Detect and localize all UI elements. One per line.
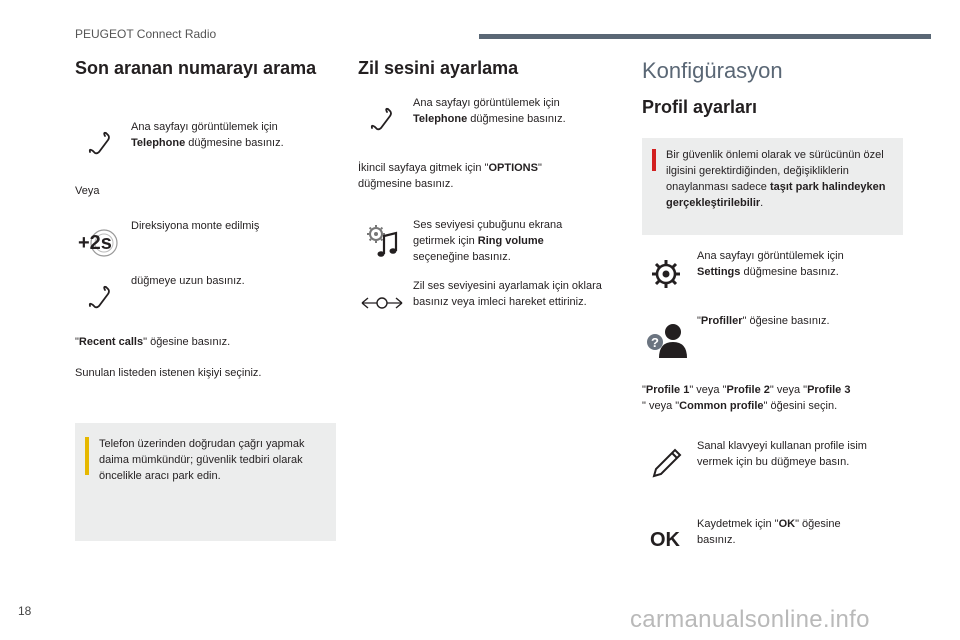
step-text: "Recent calls" öğesine basınız. — [75, 336, 231, 348]
step-text: Ana sayfayı görüntülemek için Settings düğmesine basınız. — [697, 250, 844, 278]
warning-accent-bar — [652, 149, 656, 171]
step-text: "Profile 1" veya "Profile 2" veya "Profile 3 " veya "Common profile" öğesini seçin. — [642, 384, 851, 412]
phone-icon — [86, 284, 114, 312]
step-text: Ses seviyesi çubuğunu ekrana getirmek için Ring volume seçeneğine basınız. — [413, 219, 563, 263]
section-heading-ringtone: Zil sesini ayarlama — [358, 58, 519, 78]
step-text: Kaydetmek için "OK" öğesine basınız. — [697, 518, 841, 546]
note-text: Telefon üzerinden doğrudan çağrı yapmak daima mümkündür; güvenlik tedbiri olarak öncelikle aracı park edin. — [99, 438, 305, 482]
step-text: İkincil sayfaya gitmek için "OPTIONS" düğmesine basınız. — [358, 162, 542, 190]
ok-icon: OK — [650, 529, 680, 551]
profile-icon — [646, 322, 688, 358]
step-text: Sunulan listeden istenen kişiyi seçiniz. — [75, 367, 262, 379]
step-text: Direksiyona monte edilmiş — [131, 220, 260, 232]
info-note — [75, 423, 336, 541]
section-heading-profile: Profil ayarları — [642, 97, 758, 117]
warning-note — [642, 138, 903, 235]
step-text: "Profiller" öğesine basınız. — [697, 315, 830, 327]
watermark: carmanualsonline.info — [630, 606, 870, 633]
phone-icon — [86, 130, 114, 158]
page-number: 18 — [18, 604, 32, 618]
section-heading-config: Konfigürasyon — [642, 58, 783, 83]
step-text: Ana sayfayı görüntülemek için Telephone düğmesine basınız. — [413, 97, 566, 125]
phone-icon — [368, 106, 396, 134]
step-text: Ana sayfayı görüntülemek için Telephone düğmesine basınız. — [131, 121, 284, 149]
svg-text:?: ? — [651, 335, 659, 350]
section-heading-recent: Son aranan numarayı arama — [75, 58, 317, 78]
pencil-icon — [650, 446, 684, 480]
steering-2s-icon: +2s — [76, 228, 120, 258]
slider-icon — [360, 292, 404, 314]
running-header: PEUGEOT Connect Radio — [75, 27, 217, 41]
step-text: Zil ses seviyesini ayarlamak için oklara basınız veya imleci hareket ettiriniz. — [413, 280, 602, 308]
volume-settings-icon — [364, 222, 402, 260]
step-text: düğmeye uzun basınız. — [131, 275, 245, 287]
warning-text: Bir güvenlik önlemi olarak ve sürücünün özel ilgisini gerektirdiğinden, değişikliklerin onaylanması sadece taşıt park halindeyken gerçekleştirilebilir. — [666, 149, 886, 209]
header-bar — [479, 34, 931, 39]
step-text: Sanal klavyeyi kullanan profile isim vermek için bu düğmeye basın. — [697, 440, 867, 468]
veya-text: Veya — [75, 185, 100, 197]
gear-icon — [650, 258, 682, 290]
note-accent-bar — [85, 437, 89, 475]
